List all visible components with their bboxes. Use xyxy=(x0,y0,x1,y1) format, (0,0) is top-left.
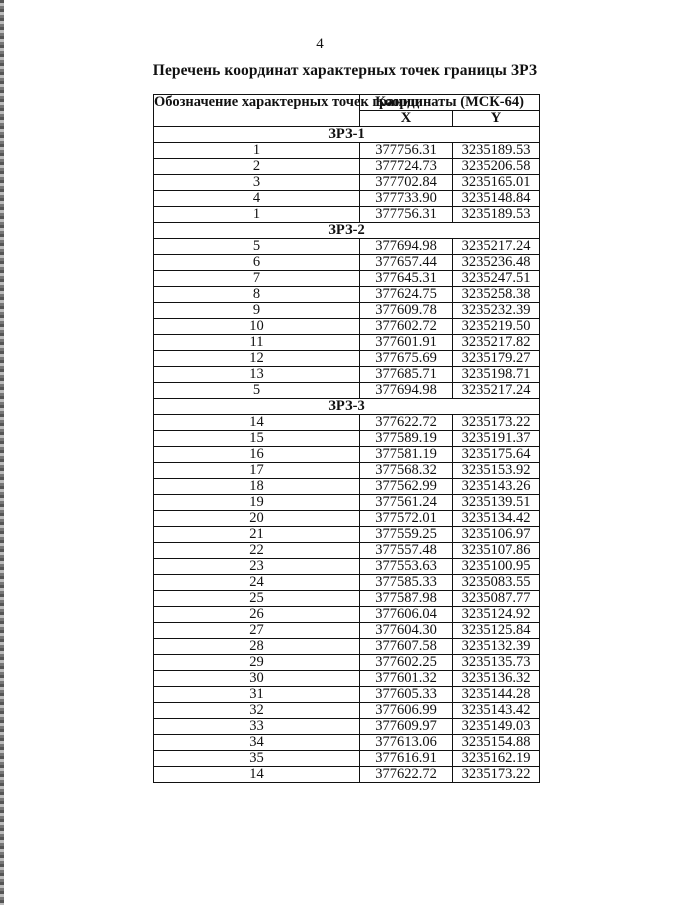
table-row xyxy=(154,431,540,447)
y-coordinate-cell: 3235100.95 xyxy=(453,559,540,575)
point-cell: 3 xyxy=(154,175,360,191)
x-coordinate-cell: 377604.30 xyxy=(360,623,453,639)
y-coordinate-cell: 3235165.01 xyxy=(453,175,540,191)
x-coordinate-cell: 377602.72 xyxy=(360,319,453,335)
table-row xyxy=(154,623,540,639)
y-coordinate-cell: 3235189.53 xyxy=(453,207,540,223)
x-coordinate-cell: 377609.97 xyxy=(360,719,453,735)
y-coordinate-cell: 3235125.84 xyxy=(453,623,540,639)
point-cell: 7 xyxy=(154,271,360,287)
point-cell: 10 xyxy=(154,319,360,335)
y-coordinate-cell: 3235175.64 xyxy=(453,447,540,463)
point-cell: 28 xyxy=(154,639,360,655)
table-row xyxy=(154,271,540,287)
group-row xyxy=(154,127,540,143)
y-coordinate-cell: 3235135.73 xyxy=(453,655,540,671)
table-row xyxy=(154,159,540,175)
point-cell: 4 xyxy=(154,191,360,207)
x-coordinate-cell: 377694.98 xyxy=(360,383,453,399)
y-coordinate-cell: 3235144.28 xyxy=(453,687,540,703)
x-coordinate-cell: 377645.31 xyxy=(360,271,453,287)
table-row xyxy=(154,479,540,495)
table-row xyxy=(154,335,540,351)
x-coordinate-cell: 377609.78 xyxy=(360,303,453,319)
y-coordinate-cell: 3235149.03 xyxy=(453,719,540,735)
point-cell: 27 xyxy=(154,623,360,639)
scan-edge xyxy=(0,0,4,905)
point-cell: 6 xyxy=(154,255,360,271)
table-row xyxy=(154,383,540,399)
x-coordinate-cell: 377675.69 xyxy=(360,351,453,367)
x-coordinate-cell: 377572.01 xyxy=(360,511,453,527)
y-coordinate-cell: 3235154.88 xyxy=(453,735,540,751)
table-row xyxy=(154,767,540,783)
table-row xyxy=(154,719,540,735)
group-row xyxy=(154,399,540,415)
group-title: ЗРЗ-1 xyxy=(154,127,540,143)
table-row xyxy=(154,351,540,367)
x-coordinate-cell: 377589.19 xyxy=(360,431,453,447)
point-cell: 22 xyxy=(154,543,360,559)
x-coordinate-cell: 377613.06 xyxy=(360,735,453,751)
y-coordinate-cell: 3235136.32 xyxy=(453,671,540,687)
y-coordinate-cell: 3235232.39 xyxy=(453,303,540,319)
y-coordinate-cell: 3235189.53 xyxy=(453,143,540,159)
y-coordinate-cell: 3235173.22 xyxy=(453,415,540,431)
y-coordinate-cell: 3235107.86 xyxy=(453,543,540,559)
coordinates-table xyxy=(153,94,540,783)
header-x: X xyxy=(360,111,453,127)
point-cell: 32 xyxy=(154,703,360,719)
y-coordinate-cell: 3235217.82 xyxy=(453,335,540,351)
x-coordinate-cell: 377622.72 xyxy=(360,767,453,783)
point-cell: 26 xyxy=(154,607,360,623)
y-coordinate-cell: 3235191.37 xyxy=(453,431,540,447)
group-row xyxy=(154,223,540,239)
table-row xyxy=(154,303,540,319)
y-coordinate-cell: 3235153.92 xyxy=(453,463,540,479)
table-row xyxy=(154,415,540,431)
point-cell: 1 xyxy=(154,207,360,223)
y-coordinate-cell: 3235143.26 xyxy=(453,479,540,495)
table-row xyxy=(154,735,540,751)
y-coordinate-cell: 3235132.39 xyxy=(453,639,540,655)
y-coordinate-cell: 3235179.27 xyxy=(453,351,540,367)
point-cell: 33 xyxy=(154,719,360,735)
point-cell: 14 xyxy=(154,767,360,783)
header-designation: Обозначение характерных точек границ xyxy=(154,95,360,127)
table-row xyxy=(154,751,540,767)
group-title: ЗРЗ-2 xyxy=(154,223,540,239)
table-row xyxy=(154,607,540,623)
table-row xyxy=(154,175,540,191)
table-row xyxy=(154,239,540,255)
x-coordinate-cell: 377657.44 xyxy=(360,255,453,271)
x-coordinate-cell: 377605.33 xyxy=(360,687,453,703)
y-coordinate-cell: 3235173.22 xyxy=(453,767,540,783)
point-cell: 8 xyxy=(154,287,360,303)
header-coordinates: Координаты (МСК-64) xyxy=(360,95,540,111)
x-coordinate-cell: 377561.24 xyxy=(360,495,453,511)
x-coordinate-cell: 377557.48 xyxy=(360,543,453,559)
x-coordinate-cell: 377622.72 xyxy=(360,415,453,431)
table-row xyxy=(154,671,540,687)
table-body xyxy=(154,127,540,783)
table-row xyxy=(154,687,540,703)
table-row xyxy=(154,207,540,223)
point-cell: 12 xyxy=(154,351,360,367)
y-coordinate-cell: 3235217.24 xyxy=(453,239,540,255)
y-coordinate-cell: 3235206.58 xyxy=(453,159,540,175)
y-coordinate-cell: 3235106.97 xyxy=(453,527,540,543)
point-cell: 21 xyxy=(154,527,360,543)
y-coordinate-cell: 3235134.42 xyxy=(453,511,540,527)
table-row xyxy=(154,511,540,527)
point-cell: 19 xyxy=(154,495,360,511)
x-coordinate-cell: 377685.71 xyxy=(360,367,453,383)
point-cell: 9 xyxy=(154,303,360,319)
y-coordinate-cell: 3235236.48 xyxy=(453,255,540,271)
point-cell: 31 xyxy=(154,687,360,703)
table-row xyxy=(154,527,540,543)
point-cell: 34 xyxy=(154,735,360,751)
point-cell: 16 xyxy=(154,447,360,463)
x-coordinate-cell: 377606.04 xyxy=(360,607,453,623)
x-coordinate-cell: 377606.99 xyxy=(360,703,453,719)
x-coordinate-cell: 377601.32 xyxy=(360,671,453,687)
y-coordinate-cell: 3235143.42 xyxy=(453,703,540,719)
table-header xyxy=(154,95,540,127)
x-coordinate-cell: 377602.25 xyxy=(360,655,453,671)
table-row xyxy=(154,559,540,575)
x-coordinate-cell: 377568.32 xyxy=(360,463,453,479)
table-row xyxy=(154,191,540,207)
point-cell: 14 xyxy=(154,415,360,431)
point-cell: 5 xyxy=(154,383,360,399)
x-coordinate-cell: 377587.98 xyxy=(360,591,453,607)
header-y: Y xyxy=(453,111,540,127)
point-cell: 2 xyxy=(154,159,360,175)
x-coordinate-cell: 377724.73 xyxy=(360,159,453,175)
table-row xyxy=(154,543,540,559)
table-row xyxy=(154,655,540,671)
table-row xyxy=(154,575,540,591)
page-number: 4 xyxy=(316,36,324,52)
y-coordinate-cell: 3235148.84 xyxy=(453,191,540,207)
table-row xyxy=(154,143,540,159)
x-coordinate-cell: 377756.31 xyxy=(360,207,453,223)
x-coordinate-cell: 377616.91 xyxy=(360,751,453,767)
x-coordinate-cell: 377733.90 xyxy=(360,191,453,207)
point-cell: 1 xyxy=(154,143,360,159)
x-coordinate-cell: 377562.99 xyxy=(360,479,453,495)
point-cell: 17 xyxy=(154,463,360,479)
y-coordinate-cell: 3235219.50 xyxy=(453,319,540,335)
x-coordinate-cell: 377601.91 xyxy=(360,335,453,351)
point-cell: 20 xyxy=(154,511,360,527)
y-coordinate-cell: 3235139.51 xyxy=(453,495,540,511)
point-cell: 30 xyxy=(154,671,360,687)
x-coordinate-cell: 377585.33 xyxy=(360,575,453,591)
x-coordinate-cell: 377553.63 xyxy=(360,559,453,575)
document-title: Перечень координат характерных точек границы ЗРЗ xyxy=(152,62,538,79)
table-row xyxy=(154,639,540,655)
point-cell: 5 xyxy=(154,239,360,255)
table-row xyxy=(154,367,540,383)
y-coordinate-cell: 3235217.24 xyxy=(453,383,540,399)
group-title: ЗРЗ-3 xyxy=(154,399,540,415)
table-row xyxy=(154,319,540,335)
table-row xyxy=(154,447,540,463)
point-cell: 25 xyxy=(154,591,360,607)
table-row xyxy=(154,495,540,511)
point-cell: 11 xyxy=(154,335,360,351)
x-coordinate-cell: 377581.19 xyxy=(360,447,453,463)
table-row xyxy=(154,287,540,303)
y-coordinate-cell: 3235258.38 xyxy=(453,287,540,303)
y-coordinate-cell: 3235247.51 xyxy=(453,271,540,287)
x-coordinate-cell: 377702.84 xyxy=(360,175,453,191)
point-cell: 13 xyxy=(154,367,360,383)
table-row xyxy=(154,591,540,607)
point-cell: 23 xyxy=(154,559,360,575)
x-coordinate-cell: 377624.75 xyxy=(360,287,453,303)
point-cell: 15 xyxy=(154,431,360,447)
table-row xyxy=(154,703,540,719)
x-coordinate-cell: 377607.58 xyxy=(360,639,453,655)
x-coordinate-cell: 377559.25 xyxy=(360,527,453,543)
y-coordinate-cell: 3235162.19 xyxy=(453,751,540,767)
point-cell: 24 xyxy=(154,575,360,591)
y-coordinate-cell: 3235198.71 xyxy=(453,367,540,383)
x-coordinate-cell: 377694.98 xyxy=(360,239,453,255)
point-cell: 18 xyxy=(154,479,360,495)
point-cell: 29 xyxy=(154,655,360,671)
y-coordinate-cell: 3235087.77 xyxy=(453,591,540,607)
table-row xyxy=(154,463,540,479)
table-row xyxy=(154,255,540,271)
point-cell: 35 xyxy=(154,751,360,767)
y-coordinate-cell: 3235124.92 xyxy=(453,607,540,623)
x-coordinate-cell: 377756.31 xyxy=(360,143,453,159)
y-coordinate-cell: 3235083.55 xyxy=(453,575,540,591)
